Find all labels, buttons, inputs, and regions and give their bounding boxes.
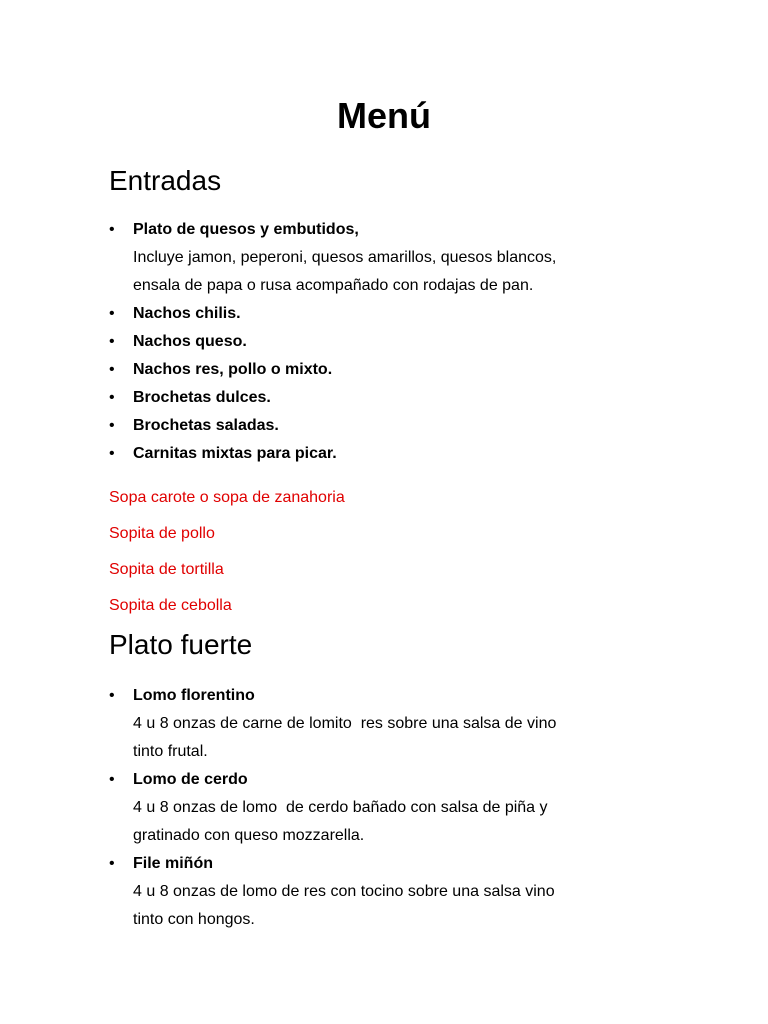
bullet-icon: • bbox=[109, 771, 115, 788]
item-name: Plato de quesos y embutidos, bbox=[133, 221, 359, 238]
item-name: Brochetas dulces. bbox=[133, 389, 271, 406]
list-item bbox=[109, 412, 669, 440]
sopas-list bbox=[109, 480, 669, 624]
list-item bbox=[109, 850, 669, 934]
item-description: Incluye jamon, peperoni, quesos amarillos, quesos blancos, ensala de papa o rusa acompañado con rodajas de pan. bbox=[133, 249, 557, 294]
list-item bbox=[109, 384, 669, 412]
entradas-list bbox=[109, 216, 669, 468]
sopa-item: Sopita de cebolla bbox=[109, 597, 232, 614]
item-description: 4 u 8 onzas de carne de lomito res sobre una salsa de vino tinto frutal. bbox=[133, 715, 557, 760]
bullet-icon: • bbox=[109, 221, 115, 238]
sopa-item: Sopita de tortilla bbox=[109, 561, 224, 578]
item-name: Nachos chilis. bbox=[133, 305, 241, 322]
bullet-icon: • bbox=[109, 305, 115, 322]
item-name: Brochetas saladas. bbox=[133, 417, 279, 434]
list-item bbox=[109, 682, 669, 766]
bullet-icon: • bbox=[109, 333, 115, 350]
item-name: Carnitas mixtas para picar. bbox=[133, 445, 337, 462]
list-item bbox=[109, 300, 669, 328]
sopa-item: Sopita de pollo bbox=[109, 525, 215, 542]
bullet-icon: • bbox=[109, 687, 115, 704]
item-name: Lomo de cerdo bbox=[133, 771, 248, 788]
item-name: Nachos res, pollo o mixto. bbox=[133, 361, 333, 378]
item-description: 4 u 8 onzas de lomo de res con tocino sobre una salsa vino tinto con hongos. bbox=[133, 883, 555, 928]
bullet-icon: • bbox=[109, 361, 115, 378]
list-item bbox=[109, 766, 669, 850]
item-description: 4 u 8 onzas de lomo de cerdo bañado con salsa de piña y gratinado con queso mozzarella. bbox=[133, 799, 548, 844]
plato-fuerte-list bbox=[109, 682, 669, 934]
list-item bbox=[109, 328, 669, 356]
item-name: Nachos queso. bbox=[133, 333, 247, 350]
bullet-icon: • bbox=[109, 445, 115, 462]
section-heading-plato-fuerte: Plato fuerte bbox=[109, 629, 253, 660]
bullet-icon: • bbox=[109, 389, 115, 406]
item-name: Lomo florentino bbox=[133, 687, 255, 704]
bullet-icon: • bbox=[109, 417, 115, 434]
bullet-icon: • bbox=[109, 855, 115, 872]
item-name: File miñón bbox=[133, 855, 213, 872]
section-heading-entradas: Entradas bbox=[109, 165, 222, 196]
page-title: Menú bbox=[337, 95, 431, 136]
list-item bbox=[109, 216, 669, 300]
list-item bbox=[109, 356, 669, 384]
list-item bbox=[109, 440, 669, 468]
sopa-item: Sopa carote o sopa de zanahoria bbox=[109, 489, 345, 506]
